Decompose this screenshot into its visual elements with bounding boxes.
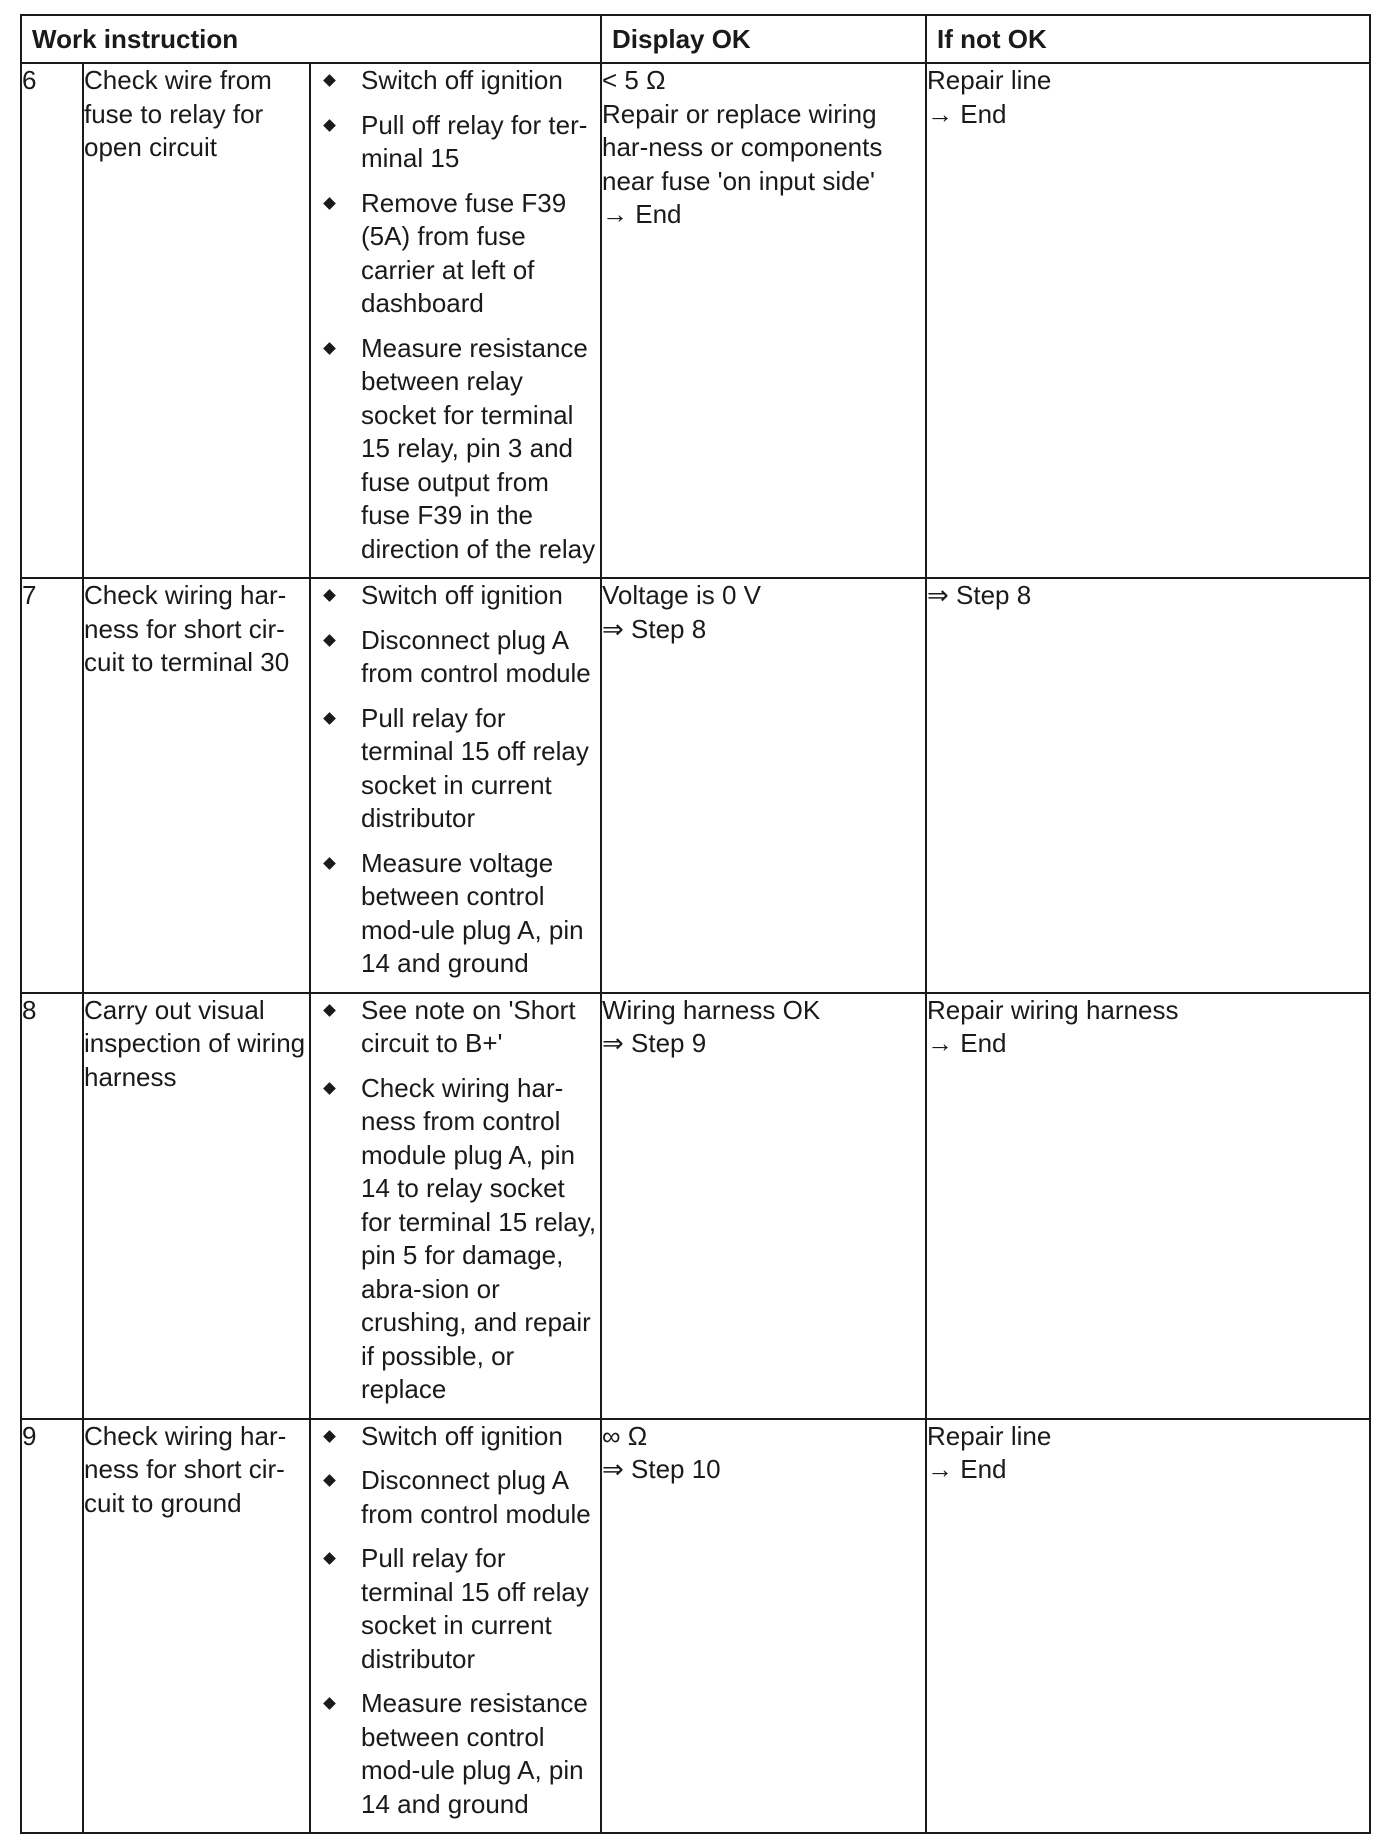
diamond-bullet-icon [323,589,336,602]
step-instructions [310,1419,601,1834]
instruction-list [311,579,600,981]
step-title: Carry out visual inspection of wiring harness [83,993,310,1419]
step-number: 9 [21,1419,83,1834]
header-display-ok: Display OK [601,15,926,63]
instruction-item [311,1687,600,1821]
instruction-item [311,332,600,567]
instruction-text: Switch off ignition [361,580,563,610]
instruction-text: Pull relay for terminal 15 off relay socket in current distributor [361,702,589,833]
instruction-text: Switch off ignition [361,65,563,95]
instruction-item [311,1542,600,1676]
diamond-bullet-icon [323,634,336,647]
diamond-bullet-icon [323,1004,336,1017]
step-instructions [310,993,601,1419]
instruction-item [311,702,600,836]
display-ok-text: ⇒ Step 9 [602,1028,707,1058]
instruction-item [311,994,600,1061]
if-not-ok-text: Repair wiring harness [927,994,1179,1025]
diamond-bullet-icon [323,1697,336,1710]
if-not-ok-cell [926,578,1370,993]
header-work-instruction: Work instruction [21,15,601,63]
step-title: Check wiring har-ness for short cir-cuit to terminal 30 [83,578,310,993]
if-not-ok-text: → End [927,98,1007,129]
instruction-item [311,109,600,176]
display-ok-cell [601,578,926,993]
diamond-bullet-icon [323,1082,336,1095]
instruction-list [311,1420,600,1822]
display-ok-text: ∞ Ω [602,1420,648,1451]
if-not-ok-text: Repair line [927,65,1052,95]
if-not-ok-text: → End [927,1028,1007,1058]
if-not-ok-cell [926,993,1370,1419]
instruction-item [311,847,600,981]
instruction-text: Pull off relay for ter-minal 15 [361,109,588,173]
step-number: 8 [21,993,83,1419]
display-ok-text: Repair or replace wiring har-ness or components near fuse 'on input side' [602,98,883,196]
if-not-ok-text: Repair line [927,1420,1052,1451]
instruction-text: Measure voltage between control mod-ule plug A, pin 14 and ground [361,847,584,978]
diamond-bullet-icon [323,197,336,210]
display-ok-text: ⇒ Step 8 [602,613,707,644]
instruction-text: Switch off ignition [361,1420,563,1451]
instruction-item [311,1420,600,1454]
instruction-text: Check wiring har-ness from control module plug A, pin 14 to relay socket for terminal 15 relay, pin 5 for damage, abra-sion or crushing, and repair if possible, or replace [361,1072,597,1404]
diamond-bullet-icon [323,342,336,355]
instruction-text: Measure resistance between control mod-ule plug A, pin 14 and ground [361,1688,588,1819]
instruction-list [311,64,600,566]
diamond-bullet-icon [323,1474,336,1487]
diamond-bullet-icon [323,119,336,132]
if-not-ok-text: → End [927,1454,1007,1484]
instruction-item [311,187,600,321]
if-not-ok-cell [926,1419,1370,1834]
instruction-item [311,1072,600,1407]
display-ok-text: Voltage is 0 V [602,580,761,610]
step-instructions [310,578,601,993]
diamond-bullet-icon [323,74,336,87]
display-ok-text: ⇒ Step 10 [602,1454,721,1484]
instruction-list [311,994,600,1407]
display-ok-cell [601,63,926,578]
display-ok-cell [601,993,926,1419]
diamond-bullet-icon [323,712,336,725]
header-row [21,15,1370,63]
instruction-text: Remove fuse F39 (5A) from fuse carrier at left of dashboard [361,187,567,318]
table-row [21,993,1370,1419]
diamond-bullet-icon [323,1430,336,1443]
display-ok-text: → End [602,199,682,229]
instruction-text: Pull relay for terminal 15 off relay socket in current distributor [361,1543,589,1674]
work-instruction-table [20,14,1371,1834]
table-row [21,1419,1370,1834]
diamond-bullet-icon [323,1552,336,1565]
display-ok-text: Wiring harness OK [602,994,821,1025]
instruction-text: Disconnect plug A from control module [361,1465,591,1529]
instruction-item [311,579,600,613]
table-row [21,63,1370,578]
instruction-text: Disconnect plug A from control module [361,624,591,688]
display-ok-text: < 5 Ω [602,65,666,95]
instruction-item [311,1464,600,1531]
table-row [21,578,1370,993]
display-ok-cell [601,1419,926,1834]
step-number: 7 [21,578,83,993]
step-title: Check wiring har-ness for short cir-cuit to ground [83,1419,310,1834]
diamond-bullet-icon [323,857,336,870]
instruction-item [311,64,600,98]
instruction-item [311,624,600,691]
header-if-not-ok: If not OK [926,15,1370,63]
instruction-text: See note on 'Short circuit to B+' [361,994,576,1058]
step-title: Check wire from fuse to relay for open circuit [83,63,310,578]
step-instructions [310,63,601,578]
if-not-ok-cell [926,63,1370,578]
step-number: 6 [21,63,83,578]
instruction-text: Measure resistance between relay socket for terminal 15 relay, pin 3 and fuse output from fuse F39 in the direction of the relay [361,332,596,564]
if-not-ok-text: ⇒ Step 8 [927,580,1032,610]
